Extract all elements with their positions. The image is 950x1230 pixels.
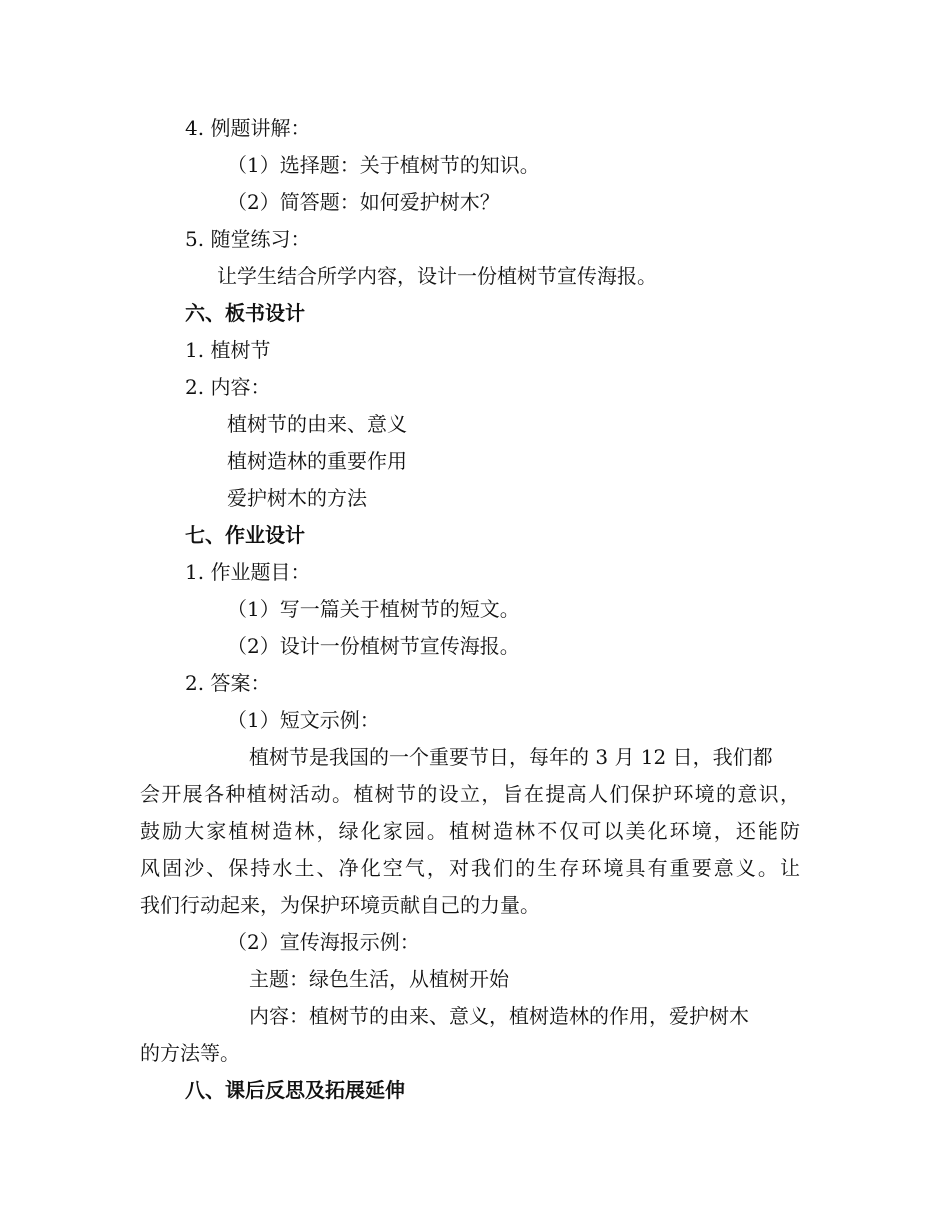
item-5-body: 让学生结合所学内容，设计一份植树节宣传海报。 [217,264,657,288]
homework-item-1: 1. 作业题目： [185,560,311,584]
essay-line-1: 植树节是我国的一个重要节日，每年的 3 月 12 日，我们都 [249,745,773,769]
answer-sub-1: （1）短文示例： [227,708,380,732]
essay-line-2: 会开展各种植树活动。植树节的设立，旨在提高人们保护环境的意识， [140,782,800,806]
poster-theme: 主题：绿色生活，从植树开始 [249,967,509,991]
homework-sub-2: （2）设计一份植树节宣传海报。 [227,634,520,658]
poster-content-line-1: 内容：植树节的由来、意义，植树造林的作用，爱护树木 [249,1004,749,1028]
homework-item-2: 2. 答案： [185,671,271,695]
board-content-3: 爱护树木的方法 [227,486,367,510]
essay-line-4: 风固沙、保持水土、净化空气，对我们的生存环境具有重要意义。让 [140,856,800,880]
section-8-heading: 八、课后反思及拓展延伸 [185,1078,405,1102]
board-item-2: 2. 内容： [185,375,271,399]
homework-sub-1: （1）写一篇关于植树节的短文。 [227,597,520,621]
board-item-1: 1. 植树节 [185,338,271,362]
item-4-heading: 4. 例题讲解： [185,116,311,140]
board-content-2: 植树造林的重要作用 [227,449,407,473]
section-7-heading: 七、作业设计 [185,523,305,547]
item-5-heading: 5. 随堂练习： [185,227,311,251]
section-6-heading: 六、板书设计 [185,301,305,325]
answer-sub-2: （2）宣传海报示例： [227,930,420,954]
essay-line-3: 鼓励大家植树造林，绿化家园。植树造林不仅可以美化环境，还能防 [140,819,800,843]
item-4-sub-2: （2）简答题：如何爱护树木？ [227,190,500,214]
poster-content-line-2: 的方法等。 [140,1041,240,1065]
board-content-1: 植树节的由来、意义 [227,412,407,436]
item-4-sub-1: （1）选择题：关于植树节的知识。 [227,153,540,177]
essay-line-5: 我们行动起来，为保护环境贡献自己的力量。 [140,893,540,917]
